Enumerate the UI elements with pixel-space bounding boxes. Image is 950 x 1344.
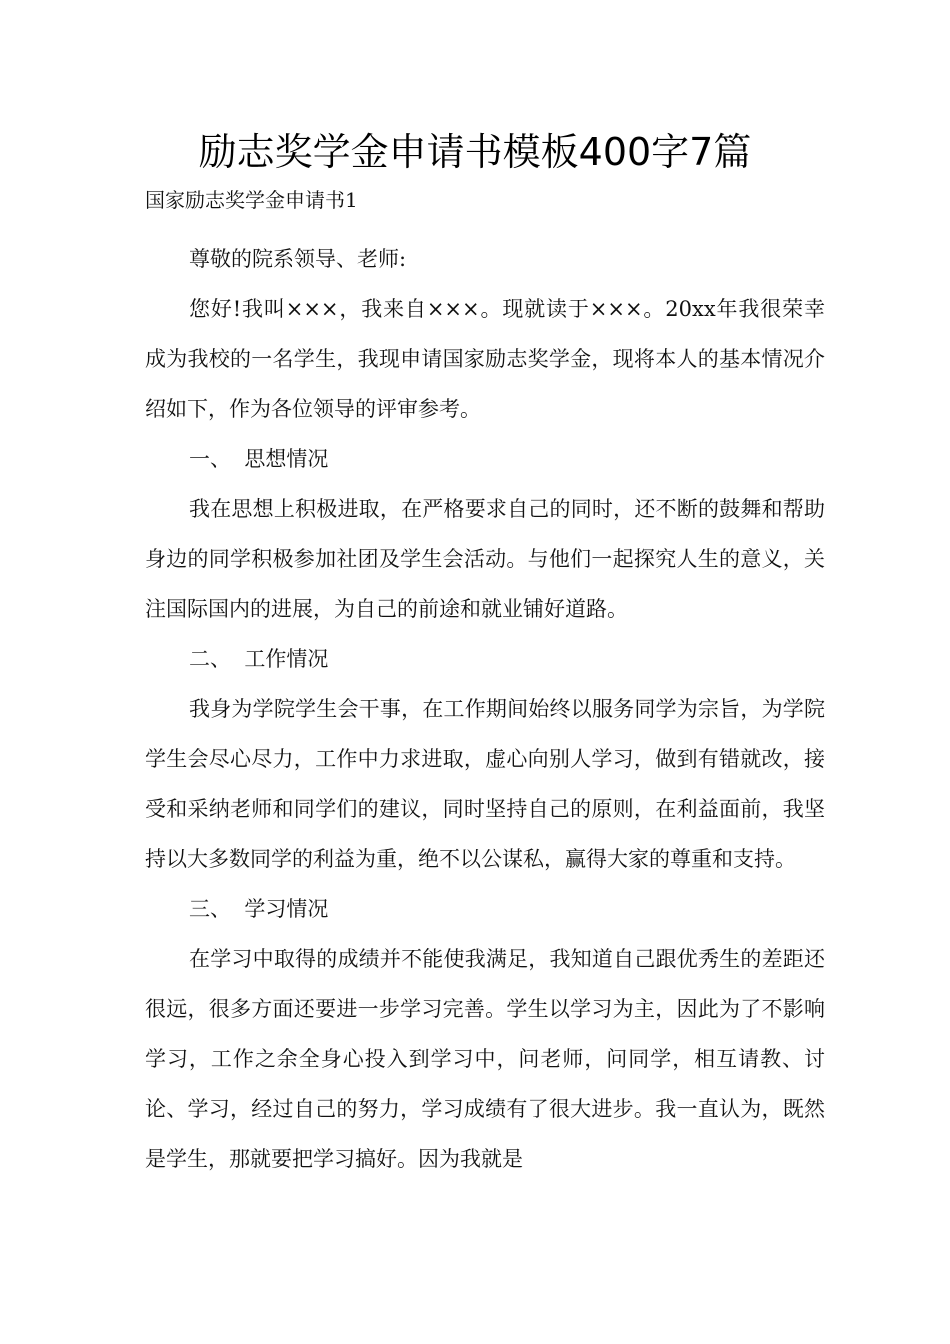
document-title: 励志奖学金申请书模板400字7篇 xyxy=(198,130,752,174)
section-paragraph-study: 在学习中取得的成绩并不能使我满足，我知道自己跟优秀生的差距还很远，很多方面还要进一步学习完善。学生以学习为主，因此为了不影响学习，工作之余全身心投入到学习中，问老师，问同学，相互请教、讨论、学习，经过自己的努力，学习成绩有了很大进步。我一直认为，既然是学生，那就要把学习搞好。因为我就是 xyxy=(145,947,825,1171)
section-heading-thought: 一、 思想情况 xyxy=(189,447,329,471)
section-paragraph-thought: 我在思想上积极进取，在严格要求自己的同时，还不断的鼓舞和帮助身边的同学积极参加社团及学生会活动。与他们一起探究人生的意义，关注国际国内的进展，为自己的前途和就业铺好道路。 xyxy=(145,497,825,621)
section-heading-study: 三、 学习情况 xyxy=(189,897,329,921)
section-paragraph-work: 我身为学院学生会干事，在工作期间始终以服务同学为宗旨，为学院学生会尽心尽力，工作中力求进取，虚心向别人学习，做到有错就改，接受和采纳老师和同学们的建议，同时坚持自己的原则，在利益面前，我坚持以大多数同学的利益为重，绝不以公谋私，赢得大家的尊重和支持。 xyxy=(145,697,825,871)
section-heading-work: 二、 工作情况 xyxy=(189,647,329,671)
salutation: 尊敬的院系领导、老师: xyxy=(189,247,407,271)
document-subtitle: 国家励志奖学金申请书1 xyxy=(145,188,358,212)
document-body xyxy=(145,234,825,1184)
intro-paragraph: 您好!我叫×××，我来自×××。现就读于×××。20xx年我很荣幸成为我校的一名学生，我现申请国家励志奖学金，现将本人的基本情况介绍如下，作为各位领导的评审参考。 xyxy=(145,297,825,421)
